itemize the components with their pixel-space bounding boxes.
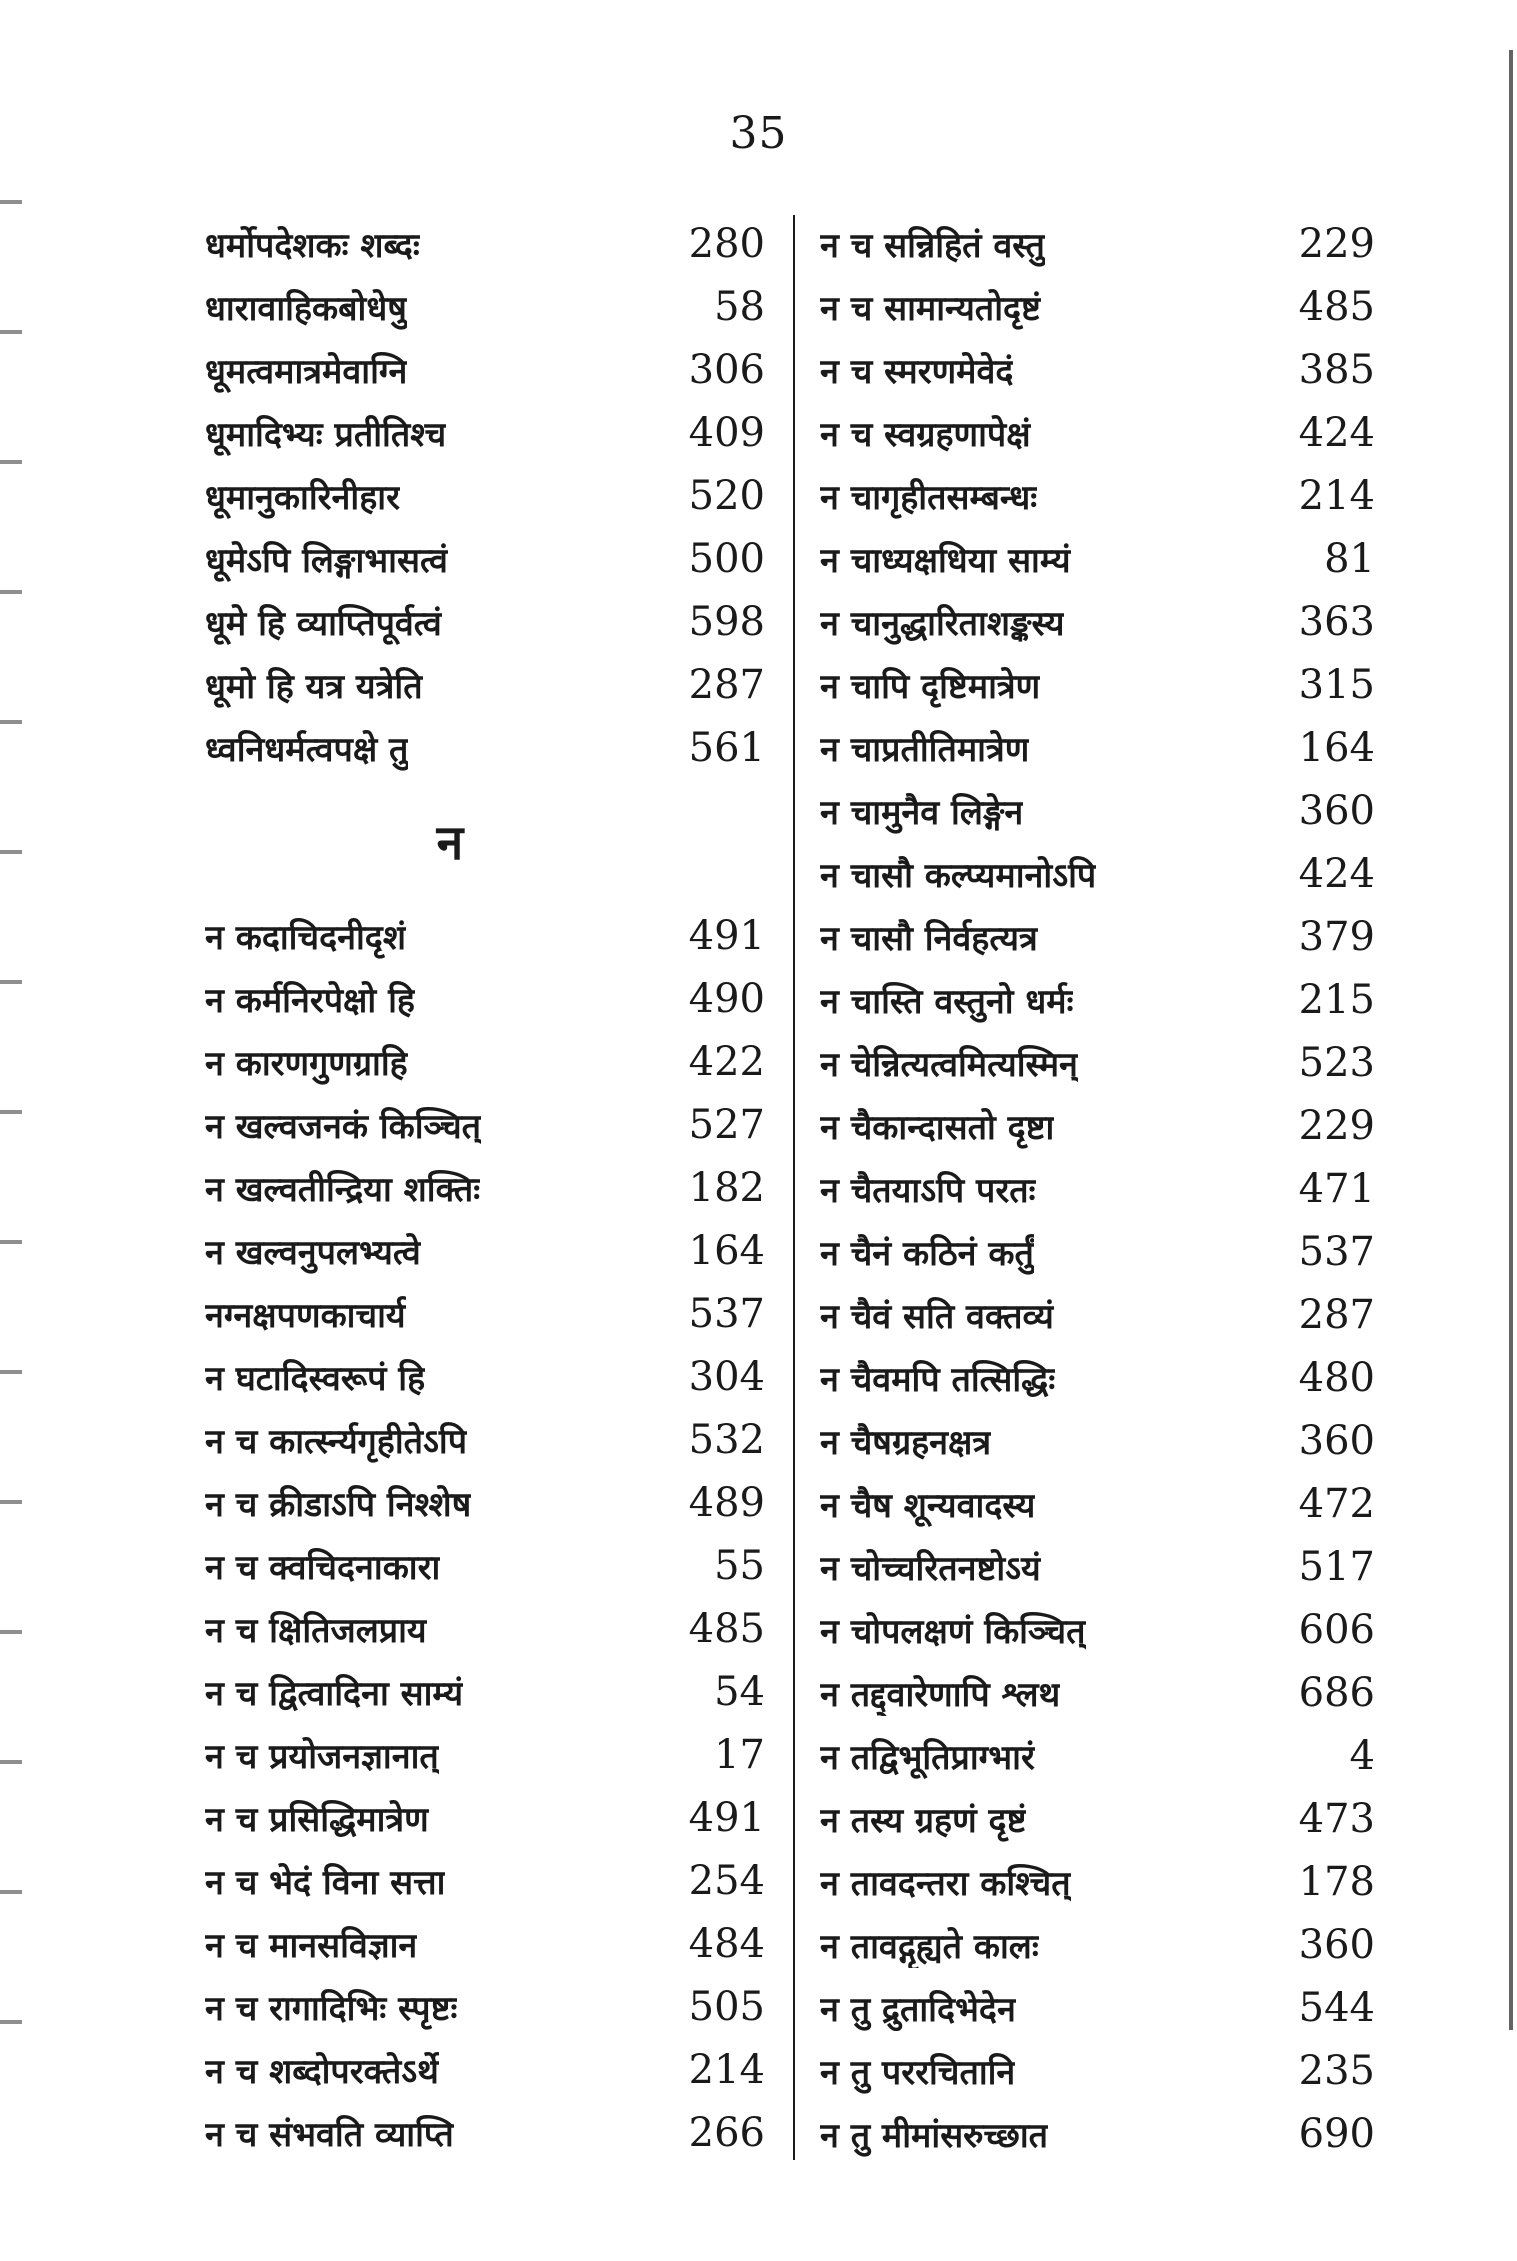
entry-text: न चैकान्दासतो दृष्टा	[820, 1107, 1055, 1148]
index-entry	[820, 1661, 1375, 1724]
right-entries	[820, 212, 1375, 2165]
entry-text: न तस्य ग्रहणं दृष्टं	[820, 1800, 1027, 1841]
entry-page-number: 422	[688, 1038, 765, 1085]
entry-page-number: 491	[688, 912, 765, 959]
index-entry	[820, 842, 1375, 905]
entry-text: न खल्वजनकं किञ्चित्	[205, 1106, 482, 1147]
index-entry	[205, 401, 765, 464]
entry-text: न तावद्गृह्यते कालः	[820, 1926, 1039, 1967]
index-entry	[820, 1598, 1375, 1661]
index-entry	[820, 275, 1375, 338]
entry-page-number: 686	[1298, 1669, 1375, 1716]
entry-page-number: 178	[1298, 1858, 1375, 1905]
index-entry	[205, 1849, 765, 1912]
entry-page-number: 58	[714, 283, 765, 330]
index-entry	[205, 1660, 765, 1723]
index-entry	[820, 905, 1375, 968]
entry-page-number: 81	[1324, 535, 1375, 582]
entry-page-number: 544	[1298, 1984, 1375, 2031]
entry-page-number: 360	[1298, 1417, 1375, 1464]
entry-text: धूमानुकारिनीहार	[205, 477, 400, 518]
index-entry	[205, 338, 765, 401]
entry-page-number: 229	[1298, 220, 1375, 267]
entry-page-number: 485	[1298, 283, 1375, 330]
entry-page-number: 532	[688, 1416, 765, 1463]
index-entry	[205, 1723, 765, 1786]
entry-text: नग्नक्षपणकाचार्य	[205, 1295, 406, 1336]
entry-text: न तु पररचितानि	[820, 2052, 1016, 2093]
index-entry	[205, 590, 765, 653]
entry-text: न चोपलक्षणं किञ्चित्	[820, 1611, 1086, 1652]
column-divider	[793, 215, 795, 2160]
entry-page-number: 360	[1298, 1921, 1375, 1968]
entry-text: न चैष शून्यवादस्य	[820, 1485, 1036, 1526]
entry-text: न चामुनैव लिङ्गेन	[820, 792, 1024, 833]
entry-page-number: 235	[1298, 2047, 1375, 2094]
entry-text: धर्मोपदेशकः शब्दः	[205, 225, 420, 266]
index-entry	[205, 1030, 765, 1093]
index-entry	[820, 968, 1375, 1031]
entry-page-number: 523	[1298, 1039, 1375, 1086]
index-entry	[820, 1913, 1375, 1976]
entry-text: न च शब्दोपरक्तेऽर्थे	[205, 2051, 439, 2092]
entry-text: न खल्वतीन्द्रिया शक्तिः	[205, 1169, 481, 1210]
entry-page-number: 287	[1298, 1291, 1375, 1338]
entry-text: न च सन्निहितं वस्तु	[820, 225, 1045, 266]
index-entry	[820, 1976, 1375, 2039]
entry-text: न च मानसविज्ञान	[205, 1925, 418, 1966]
entry-text: न खल्वनुपलभ्यत्वे	[205, 1232, 421, 1273]
index-entry	[205, 2101, 765, 2164]
index-entry	[820, 1409, 1375, 1472]
entry-page-number: 229	[1298, 1102, 1375, 1149]
entry-text: न चैषग्रहनक्षत्र	[820, 1422, 992, 1463]
entry-page-number: 424	[1298, 850, 1375, 897]
entry-page-number: 561	[688, 724, 765, 771]
entry-page-number: 505	[688, 1983, 765, 2030]
entry-text: न चासौ निर्वहत्यत्र	[820, 918, 1038, 959]
entry-page-number: 164	[688, 1227, 765, 1274]
entry-page-number: 491	[688, 1794, 765, 1841]
entry-page-number: 485	[688, 1605, 765, 1652]
entry-text: धूमेऽपि लिङ्गाभासत्वं	[205, 540, 448, 581]
left-entries-before-heading	[205, 212, 765, 779]
entry-page-number: 517	[1298, 1543, 1375, 1590]
index-entry	[820, 1724, 1375, 1787]
index-entry	[205, 1471, 765, 1534]
index-entry	[820, 1094, 1375, 1157]
index-entry	[205, 967, 765, 1030]
entry-text: न चैतयाऽपि परतः	[820, 1170, 1036, 1211]
section-heading: न	[436, 815, 464, 871]
page-number: 35	[729, 108, 788, 159]
index-entry	[820, 527, 1375, 590]
left-entries-after-heading	[205, 904, 765, 2164]
index-entry	[205, 716, 765, 779]
entry-text: ध्वनिधर्मत्वपक्षे तु	[205, 729, 409, 770]
entry-page-number: 424	[1298, 409, 1375, 456]
entry-page-number: 598	[688, 598, 765, 645]
entry-page-number: 4	[1349, 1732, 1375, 1779]
entry-text: न चास्ति वस्तुनो धर्मः	[820, 981, 1074, 1022]
entry-page-number: 214	[1298, 472, 1375, 519]
entry-page-number: 379	[1298, 913, 1375, 960]
index-entry	[205, 1345, 765, 1408]
index-entry	[205, 1975, 765, 2038]
entry-text: न च स्वग्रहणापेक्षं	[820, 414, 1031, 455]
index-entry	[205, 275, 765, 338]
entry-page-number: 537	[688, 1290, 765, 1337]
index-entry	[820, 1472, 1375, 1535]
index-entry	[205, 1597, 765, 1660]
index-entry	[820, 1346, 1375, 1409]
entry-page-number: 360	[1298, 787, 1375, 834]
entry-page-number: 606	[1298, 1606, 1375, 1653]
entry-text: न कर्मनिरपेक्षो हि	[205, 980, 415, 1021]
entry-text: न च क्षितिजलप्राय	[205, 1610, 427, 1651]
index-entry	[205, 653, 765, 716]
entry-text: न चानुद्धारिताशङ्कस्य	[820, 603, 1065, 644]
index-entry	[820, 1031, 1375, 1094]
index-entry	[820, 338, 1375, 401]
entry-text: न तावदन्तरा कश्चित्	[820, 1863, 1071, 1904]
entry-page-number: 537	[1298, 1228, 1375, 1275]
entry-page-number: 363	[1298, 598, 1375, 645]
index-entry	[820, 1157, 1375, 1220]
entry-page-number: 527	[688, 1101, 765, 1148]
entry-page-number: 214	[688, 2046, 765, 2093]
entry-text: न चोच्चरितनष्टोऽयं	[820, 1548, 1041, 1589]
index-entry	[205, 464, 765, 527]
index-entry	[820, 779, 1375, 842]
index-entry	[820, 401, 1375, 464]
entry-text: धूमादिभ्यः प्रतीतिश्च	[205, 414, 447, 455]
entry-text: न च भेदं विना सत्ता	[205, 1862, 446, 1903]
entry-text: न घटादिस्वरूपं हि	[205, 1358, 426, 1399]
index-entry	[820, 716, 1375, 779]
entry-text: न च संभवति व्याप्ति	[205, 2114, 454, 2155]
entry-page-number: 409	[688, 409, 765, 456]
entry-text: न चेन्नित्यत्वमित्यस्मिन्	[820, 1044, 1078, 1085]
index-entry	[205, 2038, 765, 2101]
entry-text: न च प्रसिद्धिमात्रेण	[205, 1799, 429, 1840]
index-entry	[205, 1408, 765, 1471]
index-entry	[205, 1093, 765, 1156]
entry-text: न चापि दृष्टिमात्रेण	[820, 666, 1041, 707]
entry-page-number: 690	[1298, 2110, 1375, 2157]
entry-page-number: 17	[714, 1731, 765, 1778]
index-entry	[820, 212, 1375, 275]
entry-text: धूमे हि व्याप्तिपूर्वत्वं	[205, 603, 442, 644]
entry-text: धूमत्वमात्रमेवाग्नि	[205, 351, 408, 392]
entry-page-number: 520	[688, 472, 765, 519]
entry-text: न तु मीमांसरुच्छात	[820, 2115, 1049, 2156]
entry-text: न च रागादिभिः स्पृष्टः	[205, 1988, 458, 2029]
entry-page-number: 500	[688, 535, 765, 582]
index-entry	[820, 464, 1375, 527]
entry-text: न चाध्यक्षधिया साम्यं	[820, 540, 1071, 581]
index-entry	[205, 1156, 765, 1219]
entry-page-number: 385	[1298, 346, 1375, 393]
entry-page-number: 280	[688, 220, 765, 267]
entry-text: न च कार्त्स्न्यगृहीतेऽपि	[205, 1421, 468, 1462]
entry-text: न च क्रीडाऽपि निश्शेष	[205, 1484, 472, 1525]
entry-page-number: 287	[688, 661, 765, 708]
entry-text: न चाप्रतीतिमात्रेण	[820, 729, 1030, 770]
entry-text: न च प्रयोजनज्ञानात्	[205, 1736, 439, 1777]
entry-text: न च स्मरणमेवेदं	[820, 351, 1014, 392]
index-entry	[205, 1786, 765, 1849]
entry-page-number: 266	[688, 2109, 765, 2156]
entry-page-number: 480	[1298, 1354, 1375, 1401]
entry-page-number: 472	[1298, 1480, 1375, 1527]
entry-page-number: 473	[1298, 1795, 1375, 1842]
entry-page-number: 182	[688, 1164, 765, 1211]
index-entry	[820, 1220, 1375, 1283]
index-entry	[820, 590, 1375, 653]
entry-page-number: 215	[1298, 976, 1375, 1023]
index-entry	[205, 212, 765, 275]
index-entry	[820, 2102, 1375, 2165]
index-entry	[820, 1850, 1375, 1913]
entry-text: न तद्द्वारेणापि श्लथ	[820, 1674, 1061, 1715]
entry-page-number: 304	[688, 1353, 765, 1400]
entry-text: न च क्वचिदनाकारा	[205, 1547, 441, 1588]
entry-text: न चैवं सति वक्तव्यं	[820, 1296, 1054, 1337]
index-entry	[205, 527, 765, 590]
entry-page-number: 471	[1298, 1165, 1375, 1212]
entry-text: धारावाहिकबोधेषु	[205, 288, 407, 329]
entry-page-number: 484	[688, 1920, 765, 1967]
entry-page-number: 306	[688, 346, 765, 393]
index-entry	[820, 1283, 1375, 1346]
index-entry	[820, 1787, 1375, 1850]
index-entry	[205, 1534, 765, 1597]
entry-text: धूमो हि यत्र यत्रेति	[205, 666, 423, 707]
index-entry	[205, 904, 765, 967]
right-column	[820, 212, 1375, 2165]
index-entry	[205, 1912, 765, 1975]
entry-text: न कदाचिदनीदृशं	[205, 917, 406, 958]
left-edge-marks	[0, 140, 22, 2140]
right-edge-shadow	[1509, 50, 1513, 2030]
entry-page-number: 55	[714, 1542, 765, 1589]
left-column	[205, 212, 765, 2164]
entry-text: न चासौ कल्प्यमानोऽपि	[820, 855, 1097, 896]
entry-text: न चागृहीतसम्बन्धः	[820, 477, 1038, 518]
entry-page-number: 54	[714, 1668, 765, 1715]
entry-page-number: 164	[1298, 724, 1375, 771]
entry-text: न चैवमपि तत्सिद्धिः	[820, 1359, 1056, 1400]
entry-text: न तद्विभूतिप्राग्भारं	[820, 1737, 1035, 1778]
entry-text: न च सामान्यतोदृष्टं	[820, 288, 1041, 329]
entry-text: न कारणगुणग्राहि	[205, 1043, 408, 1084]
entry-page-number: 489	[688, 1479, 765, 1526]
entry-text: न च द्वित्वादिना साम्यं	[205, 1673, 464, 1714]
index-entry	[205, 1219, 765, 1282]
entry-text: न चैनं कठिनं कर्तुं	[820, 1233, 1034, 1274]
index-entry	[820, 653, 1375, 716]
entry-page-number: 254	[688, 1857, 765, 1904]
index-entry	[205, 1282, 765, 1345]
entry-page-number: 315	[1298, 661, 1375, 708]
entry-page-number: 490	[688, 975, 765, 1022]
index-entry	[820, 1535, 1375, 1598]
entry-text: न तु द्रुतादिभेदेन	[820, 1989, 1016, 2030]
index-entry	[820, 2039, 1375, 2102]
